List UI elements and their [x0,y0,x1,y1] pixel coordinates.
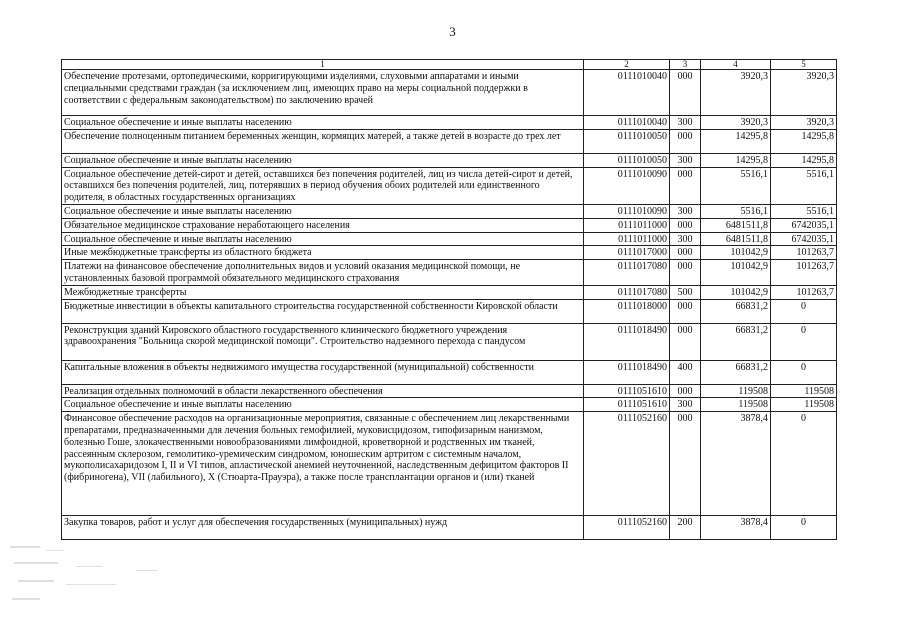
row-name-cell: Межбюджетные трансферты [62,285,584,299]
row-value-col5-cell: 101263,7 [771,246,837,260]
table-row [62,218,837,232]
row-value-col4-cell: 101042,9 [701,285,771,299]
row-value-col5-cell: 6742035,1 [771,232,837,246]
row-type-cell: 000 [670,384,701,398]
table-header-row [62,60,837,70]
table-row [62,299,837,323]
row-name-cell: Реконструкция зданий Кировского областного государственного клинического бюджетного учреждения здравоохранения "Больница скорой медицинской помощи". Строительство надземного перехода с пандусом [62,323,584,360]
row-name-cell: Закупка товаров, работ и услуг для обеспечения государственных (муниципальных) нужд [62,516,584,540]
header-col-1: 1 [62,60,584,70]
row-code-cell: 0111010050 [584,129,670,153]
row-code-cell: 0111018490 [584,360,670,384]
row-name-cell: Социальное обеспечение и иные выплаты населению [62,204,584,218]
row-code-cell: 0111017080 [584,260,670,286]
row-value-col5-cell: 101263,7 [771,285,837,299]
table-row [62,516,837,540]
row-name-cell: Обеспечение полноценным питанием беременных женщин, кормящих матерей, а также детей в возрасте до трех лет [62,129,584,153]
table-row [62,246,837,260]
row-type-cell: 000 [670,323,701,360]
table-row [62,129,837,153]
row-name-cell: Социальное обеспечение детей-сирот и детей, оставшихся без попечения родителей, лиц из числа детей-сирот и детей, оставшихся без попечения родителей, лиц, потерявших в период обучения обоих родителей или единственного родителя, в областных государственных организациях [62,167,584,204]
row-name-cell: Обеспечение протезами, ортопедическими, корригирующими изделиями, слуховыми аппаратами и иными специальными средствами граждан (за исключением лиц, имеющих право на меры социальной поддержки в соответствии с федеральным законодательством) по заключению врачей [62,70,584,116]
row-type-cell: 200 [670,516,701,540]
row-value-col4-cell: 3920,3 [701,70,771,116]
row-name-cell: Капитальные вложения в объекты недвижимого имущества государственной (муниципальной) собственности [62,360,584,384]
table-row [62,153,837,167]
row-value-col4-cell: 5516,1 [701,167,771,204]
row-value-col4-cell: 101042,9 [701,246,771,260]
budget-table [61,59,837,540]
row-value-col4-cell: 101042,9 [701,260,771,286]
row-code-cell: 0111051610 [584,384,670,398]
row-name-cell: Иные межбюджетные трансферты из областного бюджета [62,246,584,260]
row-type-cell: 300 [670,204,701,218]
table-row [62,116,837,130]
table-row [62,412,837,516]
row-value-col5-cell: 0 [771,360,837,384]
row-name-cell: Социальное обеспечение и иные выплаты населению [62,153,584,167]
table-row [62,232,837,246]
row-value-col4-cell: 6481511,8 [701,232,771,246]
row-code-cell: 0111018490 [584,323,670,360]
row-name-cell: Обязательное медицинское страхование неработающего населения [62,218,584,232]
row-value-col5-cell: 14295,8 [771,129,837,153]
row-value-col4-cell: 66831,2 [701,323,771,360]
row-type-cell: 000 [670,260,701,286]
row-value-col4-cell: 14295,8 [701,129,771,153]
row-value-col5-cell: 0 [771,299,837,323]
row-type-cell: 300 [670,116,701,130]
row-value-col5-cell: 0 [771,323,837,360]
row-value-col4-cell: 119508 [701,398,771,412]
row-type-cell: 500 [670,285,701,299]
row-value-col5-cell: 119508 [771,398,837,412]
row-value-col4-cell: 119508 [701,384,771,398]
row-type-cell: 300 [670,153,701,167]
row-code-cell: 0111010050 [584,153,670,167]
row-value-col5-cell: 3920,3 [771,116,837,130]
row-value-col5-cell: 0 [771,412,837,516]
row-value-col5-cell: 101263,7 [771,260,837,286]
table-row [62,360,837,384]
row-type-cell: 000 [670,246,701,260]
row-code-cell: 0111010040 [584,116,670,130]
row-code-cell: 0111010090 [584,204,670,218]
header-col-2: 2 [584,60,670,70]
row-code-cell: 0111010040 [584,70,670,116]
row-type-cell: 400 [670,360,701,384]
row-name-cell: Социальное обеспечение и иные выплаты населению [62,398,584,412]
table-row [62,70,837,116]
row-value-col4-cell: 6481511,8 [701,218,771,232]
row-value-col5-cell: 119508 [771,384,837,398]
row-value-col5-cell: 5516,1 [771,167,837,204]
row-code-cell: 0111051610 [584,398,670,412]
row-type-cell: 000 [670,218,701,232]
row-type-cell: 000 [670,299,701,323]
row-name-cell: Социальное обеспечение и иные выплаты населению [62,232,584,246]
row-name-cell: Реализация отдельных полномочий в области лекарственного обеспечения [62,384,584,398]
row-value-col4-cell: 66831,2 [701,360,771,384]
row-value-col5-cell: 3920,3 [771,70,837,116]
row-code-cell: 0111052160 [584,412,670,516]
row-value-col5-cell: 6742035,1 [771,218,837,232]
table-row [62,323,837,360]
table-row [62,204,837,218]
row-type-cell: 300 [670,398,701,412]
table-row [62,260,837,286]
row-value-col4-cell: 3878,4 [701,412,771,516]
budget-table-body [62,60,837,540]
header-col-5: 5 [771,60,837,70]
row-name-cell: Бюджетные инвестиции в объекты капитального строительства государственной собственности Кировской области [62,299,584,323]
row-value-col5-cell: 0 [771,516,837,540]
row-code-cell: 0111017000 [584,246,670,260]
row-code-cell: 0111010090 [584,167,670,204]
row-name-cell: Платежи на финансовое обеспечение дополнительных видов и условий оказания медицинской помощи, не установленных базовой программой обязательного медицинского страхования [62,260,584,286]
row-value-col4-cell: 5516,1 [701,204,771,218]
row-type-cell: 000 [670,70,701,116]
row-code-cell: 0111017080 [584,285,670,299]
row-code-cell: 0111018000 [584,299,670,323]
row-value-col4-cell: 3920,3 [701,116,771,130]
table-row [62,167,837,204]
table-row [62,398,837,412]
row-type-cell: 000 [670,129,701,153]
row-type-cell: 300 [670,232,701,246]
row-name-cell: Финансовое обеспечение расходов на организационные мероприятия, связанные с обеспечением лиц лекарственными препаратами, предназначенными для лечения больных гемофилией, муковисцидозом, гипофизарным нанизмом, болезнью Гоше, злокачественными новообразованиями лимфоидной, кроветворной и родственных им тканей, рассеянным склерозом, гемолитико-уремическим синдромом, юношеским артритом с системным началом, мукополисахаридозом I, II и VI типов, апластической анемией неуточненной, наследственным дефицитом факторов II (фибриногена), VII (лабильного), X (Стюарта-Прауэра), а также после трансплантации органов и (или) тканей [62,412,584,516]
row-value-col4-cell: 66831,2 [701,299,771,323]
row-code-cell: 0111011000 [584,232,670,246]
scan-artifact [6,540,246,610]
table-row [62,285,837,299]
row-value-col5-cell: 14295,8 [771,153,837,167]
page-number: 3 [449,24,456,39]
row-value-col5-cell: 5516,1 [771,204,837,218]
header-col-4: 4 [701,60,771,70]
row-name-cell: Социальное обеспечение и иные выплаты населению [62,116,584,130]
row-value-col4-cell: 3878,4 [701,516,771,540]
row-type-cell: 000 [670,412,701,516]
row-code-cell: 0111052160 [584,516,670,540]
row-value-col4-cell: 14295,8 [701,153,771,167]
row-code-cell: 0111011000 [584,218,670,232]
table-row [62,384,837,398]
row-type-cell: 000 [670,167,701,204]
header-col-3: 3 [670,60,701,70]
